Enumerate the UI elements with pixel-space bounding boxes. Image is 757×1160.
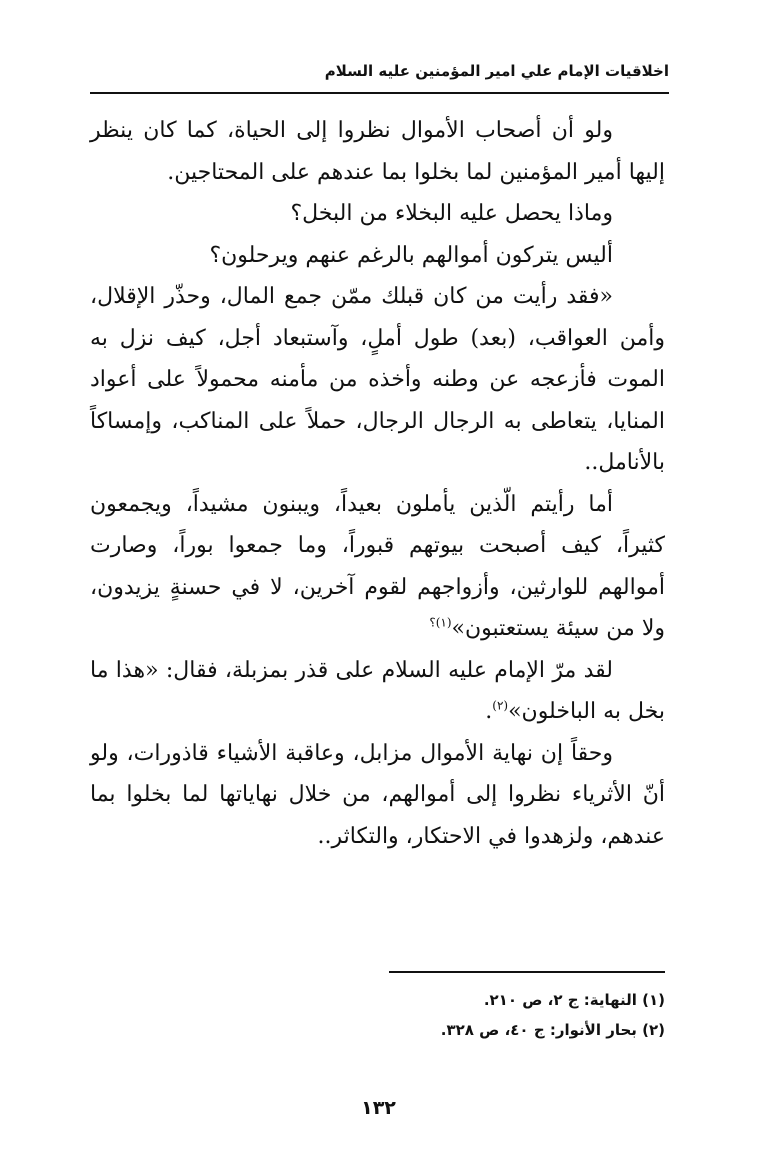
paragraph-5-text: أما رأيتم الّذين يأملون بعيداً، ويبنون مشيداً، ويجمعون كثيراً، كيف أصبحت بيوتهم قبوراً، وما جمعوا بوراً، وصارت أموالهم للوارثين، وأزواجهم لقوم آخرين، لا في حسنةٍ يزيدون، ولا من سيئة يستعتبون» bbox=[90, 491, 665, 641]
running-title: اخلاقيات الإمام علي امير المؤمنين عليه السلام bbox=[324, 62, 669, 80]
paragraph-4-quote: «فقد رأيت من كان قبلك ممّن جمع المال، وحذّر الإقلال، وأمن العواقب، (بعد) طول أملٍ، وآستبعاد أجل، كيف نزل به الموت فأزعجه عن وطنه وأخذه من مأمنه محمولاً على أعواد المنايا، يتعاطى به الرجال الرجال، حملاً على المناكب، وإمساكاً بالأنامل.. bbox=[90, 284, 665, 475]
page-number: ١٣٢ bbox=[361, 1097, 396, 1119]
paragraph-6 bbox=[90, 650, 665, 733]
header-rule bbox=[90, 92, 669, 94]
paragraph-6-end: . bbox=[485, 699, 493, 724]
footnote-mark-2: (٢) bbox=[492, 698, 509, 713]
paragraph-7: وحقاً إن نهاية الأموال مزابل، وعاقبة الأشياء قاذورات، ولو أنّ الأثرياء نظروا إلى أموالهم، من خلال نهاياتها لما بخلوا بما عندهم، ولزهدوا في الاحتكار، والتكاثر.. bbox=[90, 740, 665, 849]
paragraph-1: ولو أن أصحاب الأموال نظروا إلى الحياة، كما كان ينظر إليها أمير المؤمنين لما بخلوا بما عندهم على المحتاجين. bbox=[90, 118, 665, 185]
footnotes bbox=[90, 985, 665, 1045]
footnote-mark-1: (١)؟ bbox=[429, 615, 452, 630]
paragraph-2: وماذا يحصل عليه البخلاء من البخل؟ bbox=[290, 201, 613, 226]
footnote-1: (١) النهاية: ج ٢، ص ٢١٠. bbox=[483, 991, 665, 1009]
footnote-2: (٢) بحار الأنوار: ج ٤٠، ص ٣٢٨. bbox=[440, 1021, 665, 1039]
paragraph-6-text: لقد مرّ الإمام عليه السلام على قذر بمزبلة، فقال: «هذا ما بخل به الباخلون» bbox=[90, 657, 665, 724]
main-text bbox=[90, 110, 665, 857]
footnote-rule bbox=[389, 971, 665, 973]
paragraph-5-quote bbox=[90, 484, 665, 650]
paragraph-3: أليس يتركون أموالهم بالرغم عنهم ويرحلون؟ bbox=[209, 242, 613, 268]
